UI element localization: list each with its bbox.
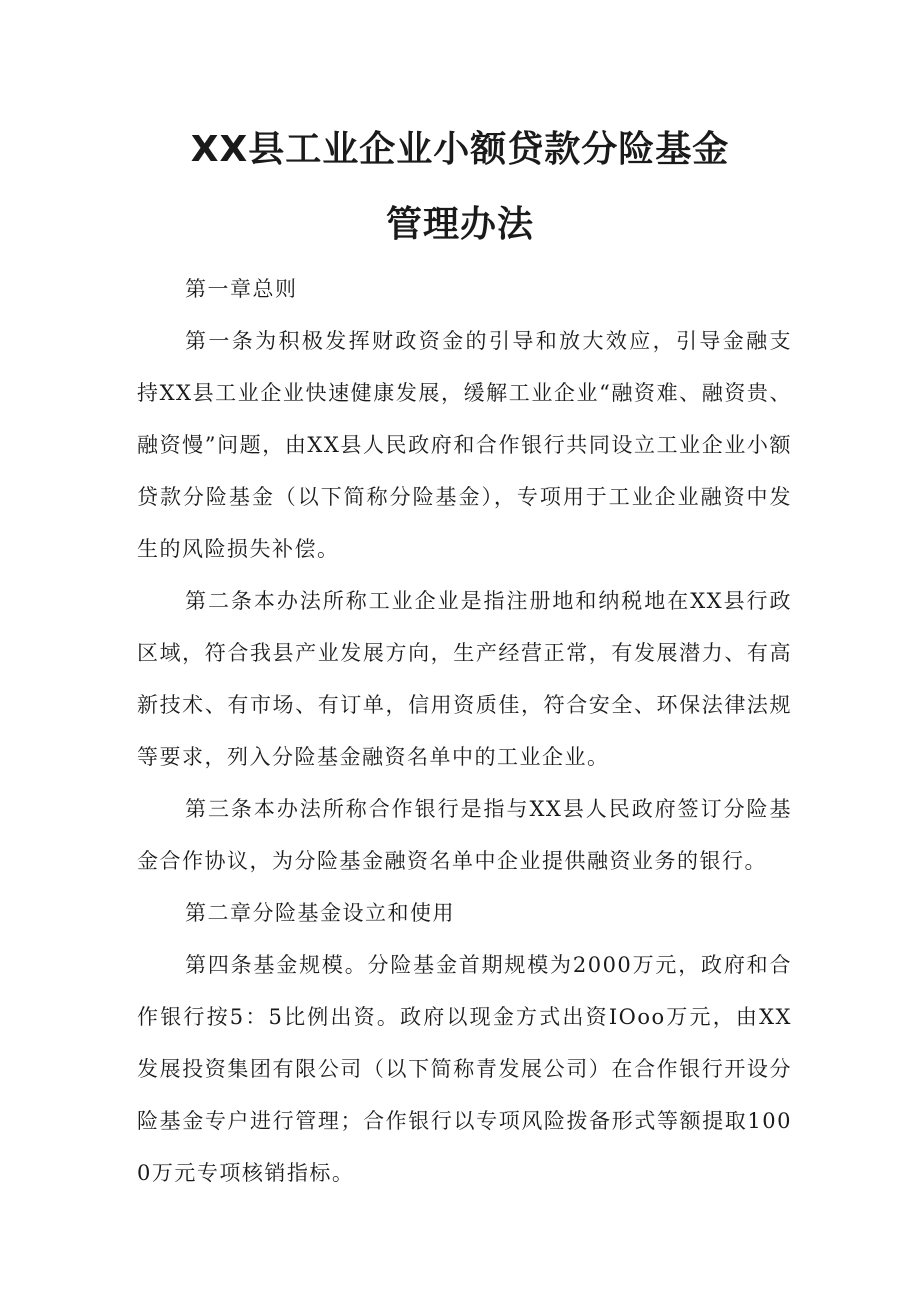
- article-4: 第四条基金规模。分险基金首期规模为2000万元，政府和合作银行按5：5比例出资。政府以现金方式出资IOoo万元，由XX发展投资集团有限公司（以下简称青发展公司）在合作银行开设分险基金专户进行管理；合作银行以专项风险拨备形式等额提取1000万元专项核销指标。: [137, 953, 792, 1185]
- document-title-line-2: 管理办法: [385, 204, 534, 245]
- chapter-heading-1: 第一章总则: [185, 277, 298, 301]
- article-3: 第三条本办法所称合作银行是指与XX县人民政府签订分险基金合作协议，为分险基金融资名单中企业提供融资业务的银行。: [137, 797, 792, 873]
- article-2: 第二条本办法所称工业企业是指注册地和纳税地在XX县行政区域，符合我县产业发展方向，生产经营正常，有发展潜力、有高新技术、有市场、有订单，信用资质佳，符合安全、环保法律法规等要求，列入分险基金融资名单中的工业企业。: [137, 589, 792, 769]
- document-title-line-1: XX县工业企业小额贷款分险基金: [190, 129, 730, 170]
- article-1: 第一条为积极发挥财政资金的引导和放大效应，引导金融支持XX县工业企业快速健康发展，缓解工业企业“融资难、融资贵、融资慢”问题，由XX县人民政府和合作银行共同设立工业企业小额贷款分险基金（以下简称分险基金），专项用于工业企业融资中发生的风险损失补偿。: [137, 329, 792, 561]
- document-body: [137, 263, 792, 1199]
- chapter-heading-2: 第二章分险基金设立和使用: [185, 901, 455, 925]
